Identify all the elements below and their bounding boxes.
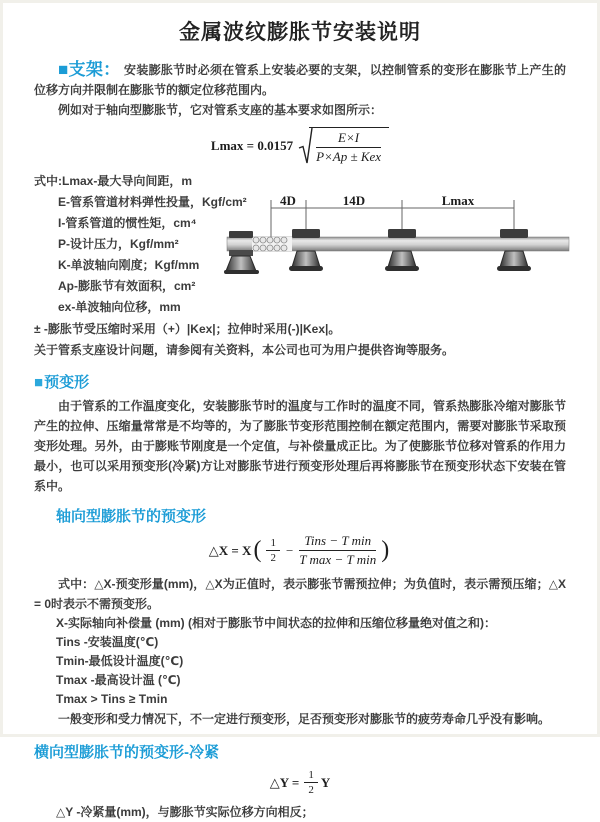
axial-formula xyxy=(34,533,566,568)
open-paren: ( xyxy=(253,536,262,563)
fraction-numerator: E×I xyxy=(316,130,381,148)
plus-minus-note: ± -膨胀节受压缩时采用（+）|Kex|；拉伸时采用(-)|Kex|。 xyxy=(34,322,341,336)
close-paren: ) xyxy=(381,536,390,563)
axial-explain: 式中：△X-预变形量(mm)，△X为正值时，表示膨张节需预拉伸；为负值时，表示需预压缩；△X = 0时表示不需预变形。 xyxy=(34,577,566,611)
axial-note: 一般变形和受力情况下，不一定进行预变形，足否预变形对膨胀节的疲劳寿命几乎没有影响。 xyxy=(58,712,551,726)
lateral-heading: 横向型膨胀节的预变形-冷紧 xyxy=(34,744,219,761)
section-square-icon: ■ xyxy=(34,374,44,391)
support-section-label: ■支架： xyxy=(58,60,121,79)
axial-line: Tins -安装温度(℃) xyxy=(56,635,159,649)
lateral-formula xyxy=(34,769,566,796)
span-label-14d: 14D xyxy=(342,193,366,208)
radicand xyxy=(309,127,389,165)
formula-lhs: Lmax = 0.0157 xyxy=(210,138,294,153)
predeform-paragraph: 由于管系的工作温度变化，安装膨胀节时的温度与工作时的温度不同，管系热膨胀冷缩对膨胀节产生的拉伸、压缩量常常是不均等的，为了膨胀节变形范围控制在额定范围内，需要对膨胀节采取预变形处理。另外，由于膨账节刚度是一个定值，与补偿量成正比。为了使膨胀节位移对管系的作用力最小，也可以采用预变形(冷紧)方让对膨胀节进行预变形处理后再将膨胀节在预变形状态下安装在管系中。 xyxy=(34,399,566,493)
consult-note: 关于管系支座设计问题，请参阅有关资料，本公司也可为用户提供咨询等服务。 xyxy=(34,343,455,357)
definition-line: ex-单波轴向位移，mm xyxy=(58,300,181,314)
bellows-icon xyxy=(252,237,292,251)
support-example-line: 例如对于轴向型膨胀节，它对管系支座的基本要求如图所示： xyxy=(58,103,383,117)
span-label-4d: 4D xyxy=(280,193,296,208)
predeform-heading: ■预变形 xyxy=(34,374,90,391)
span-label-lmax: Lmax xyxy=(441,193,475,208)
definition-line: Ap-膨胀节有效面积，cm² xyxy=(58,279,196,293)
lateral-note: △Y -冷紧量(mm)，与膨胀节实际位移方向相反； xyxy=(56,805,314,819)
axial-line: Tmin-最低设计温度(℃) xyxy=(56,654,184,668)
definition-line: I-管系管道的惯性矩，cm⁴ xyxy=(58,216,197,230)
half-fraction: $\frac{1}{2}$ xyxy=(304,769,318,796)
page-title: 金属波纹膨胀节安装说明 xyxy=(179,21,421,44)
definition-line: P-设计压力，Kgf/mm² xyxy=(58,237,179,251)
axial-line: Tmax > Tins ≥ Tmin xyxy=(56,692,168,706)
temperature-fraction: $\frac{\text{Tins − T min}}{\text{T max − T min}}$ xyxy=(299,533,377,567)
guide-spacing-formula xyxy=(34,127,566,165)
axial-line: Tmax -最高设计温 (℃) xyxy=(56,673,181,687)
minus-sign: − xyxy=(285,542,294,558)
definition-line: E-管系管道材料弹性投量，Kgf/cm² xyxy=(58,195,247,209)
support-intro-text: 安装膨胀节时必须在管系上安装必要的支架，以控制管系的变形在膨胀节上产生的位移方向并限制在膨胀节的额定位移范围内。 xyxy=(34,63,566,97)
definitions-and-diagram xyxy=(34,171,566,319)
support-intro-paragraph xyxy=(34,60,566,100)
pipe-support-diagram xyxy=(224,193,572,289)
lateral-formula-rhs: Y xyxy=(320,774,331,790)
definition-line: 式中:Lmax-最大导向间距，m xyxy=(34,174,193,188)
axial-formula-lhs: △X = X xyxy=(208,542,252,558)
half-fraction: $\frac{1}{2}$ xyxy=(266,537,280,564)
axial-heading: 轴向型膨胀节的预变形 xyxy=(56,508,207,525)
axial-line: X-实际轴向补偿量 (mm) (相对于膨胀节中间状态的拉伸和压缩位移量绝对值之和)： xyxy=(56,616,496,630)
definition-line: K-单波轴向刚度；Kgf/mm xyxy=(58,258,200,272)
fraction-denominator: P×Ap ± Kex xyxy=(316,149,382,164)
formula-fraction xyxy=(316,130,381,165)
lateral-formula-lhs: △Y = xyxy=(269,774,300,790)
sqrt-radical xyxy=(299,127,389,165)
